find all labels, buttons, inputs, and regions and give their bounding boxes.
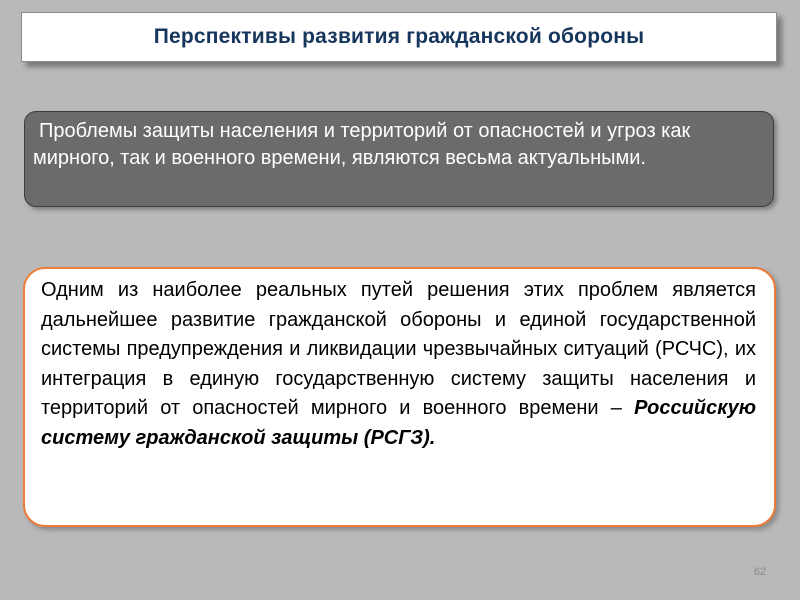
main-paragraph — [41, 276, 756, 453]
main-text-box — [23, 267, 776, 527]
main-paragraph-text: Одним из наиболее реальных путей решения этих проблем является дальнейшее развитие гражданской обороны и единой государственной системы предупреждения и ликвидации чрезвычайных ситуаций (РСЧС), их интеграция в единую государственную систему защиты населения и территорий от опасностей мирного и военного времени – — [41, 279, 756, 419]
slide-number: 62 — [753, 566, 766, 578]
problem-statement: Проблемы защиты населения и территорий от опасностей и угроз как мирного, так и военного времени, являются весьма актуальными. — [33, 120, 691, 169]
problem-box — [24, 111, 774, 207]
main-paragraph-accent: Российскую систему гражданской защиты (РСГЗ). — [41, 397, 756, 449]
title-box — [21, 12, 777, 62]
slide-title: Перспективы развития гражданской обороны — [153, 25, 645, 48]
